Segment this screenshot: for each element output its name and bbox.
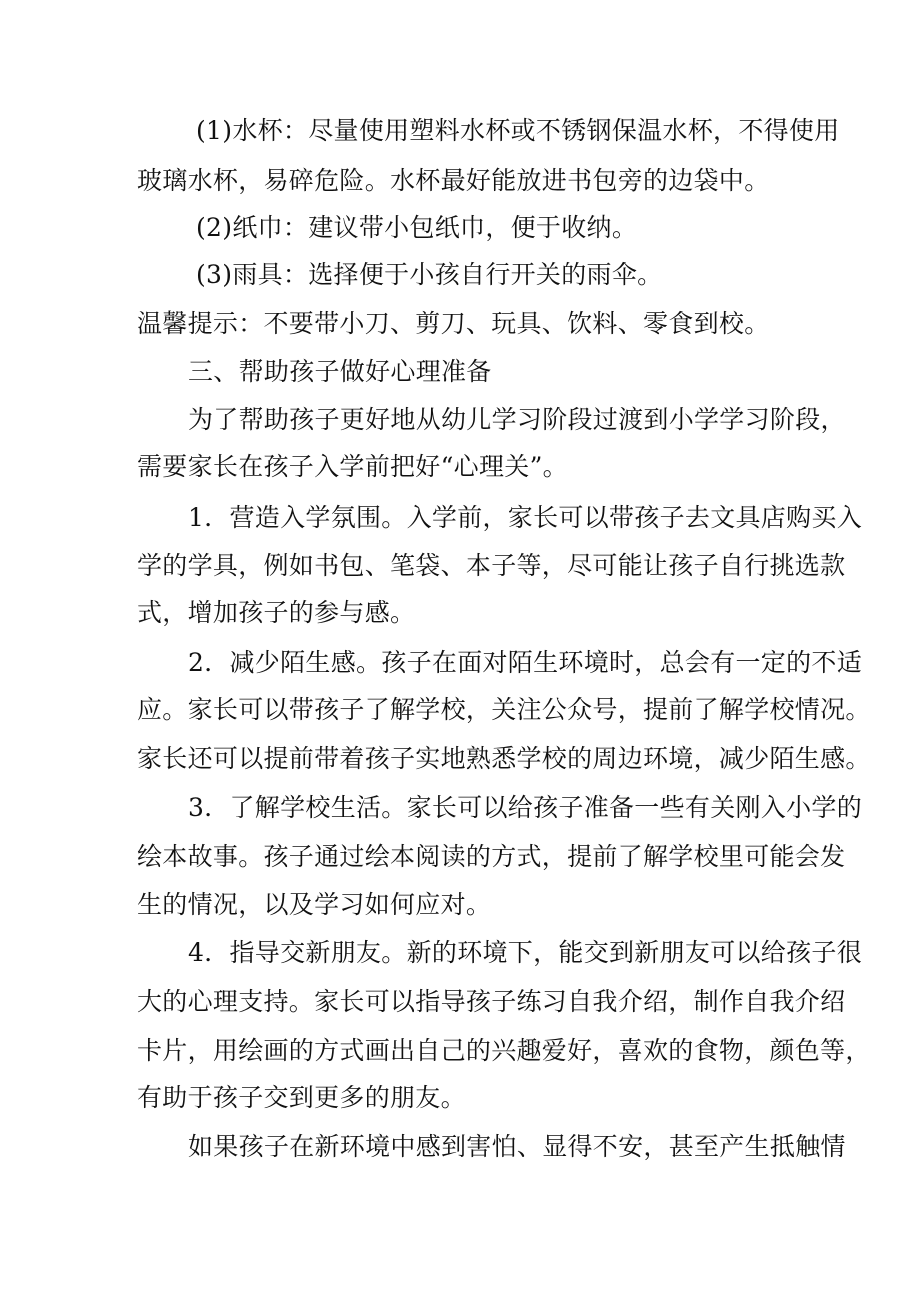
paragraph-line: 玻璃水杯，易碎危险。水杯最好能放进书包旁的边袋中。	[137, 166, 770, 195]
list-item-line: 有助于孩子交到更多的朋友。	[137, 1083, 466, 1112]
list-item-line: 式，增加孩子的参与感。	[137, 598, 416, 627]
list-item-line: 3．了解学校生活。家长可以给孩子准备一些有关刚入小学的	[188, 793, 863, 822]
paragraph-line: (3)雨具：选择便于小孩自行开关的雨伞。	[196, 260, 663, 289]
paragraph-line: (2)纸巾：建议带小包纸巾，便于收纳。	[196, 213, 638, 242]
paragraph-line: 需要家长在孩子入学前把好“心理关”。	[137, 452, 568, 481]
section-heading: 三、帮助孩子做好心理准备	[188, 357, 492, 386]
paragraph-line: 为了帮助孩子更好地从幼儿学习阶段过渡到小学学习阶段，	[188, 405, 846, 434]
list-item-line: 学的学具，例如书包、笔袋、本子等，尽可能让孩子自行挑选款	[137, 551, 846, 580]
list-item-line: 生的情况，以及学习如何应对。	[137, 890, 492, 919]
list-item-line: 绘本故事。孩子通过绘本阅读的方式，提前了解学校里可能会发	[137, 842, 846, 871]
list-item-line: 大的心理支持。家长可以指导孩子练习自我介绍，制作自我介绍	[137, 987, 846, 1016]
list-item-line: 1．营造入学氛围。入学前，家长可以带孩子去文具店购买入	[188, 503, 863, 532]
tip-line: 温馨提示：不要带小刀、剪刀、玩具、饮料、零食到校。	[137, 309, 770, 338]
list-item-line: 2．减少陌生感。孩子在面对陌生环境时，总会有一定的不适	[188, 648, 863, 677]
list-item-line: 家长还可以提前带着孩子实地熟悉学校的周边环境，减少陌生感。	[137, 744, 871, 773]
list-item-line: 应。家长可以带孩子了解学校，关注公众号，提前了解学校情况。	[137, 695, 871, 724]
list-item-line: 卡片，用绘画的方式画出自己的兴趣爱好，喜欢的食物，颜色等，	[137, 1036, 871, 1065]
paragraph-line: (1)水杯：尽量使用塑料水杯或不锈钢保温水杯，不得使用	[196, 116, 840, 145]
list-item-line: 4．指导交新朋友。新的环境下，能交到新朋友可以给孩子很	[188, 938, 863, 967]
paragraph-line: 如果孩子在新环境中感到害怕、显得不安，甚至产生抵触情	[188, 1132, 846, 1161]
